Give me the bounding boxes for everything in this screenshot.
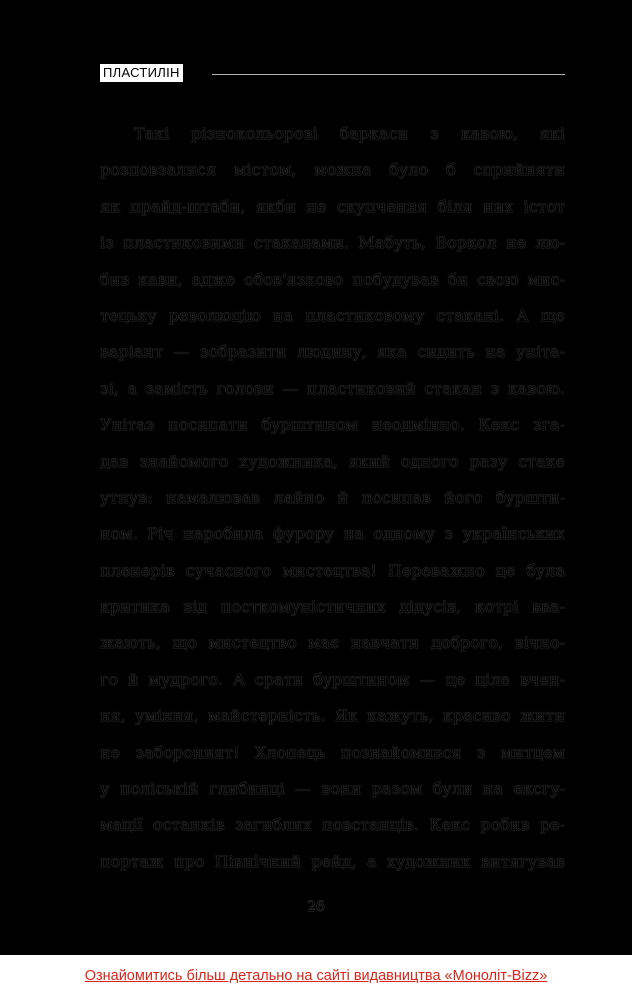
- text-line: ня, уміння, майстерність. Як кажуть, красиво жити: [100, 706, 565, 726]
- header-rule: [212, 74, 565, 75]
- text-line: пленерів сучасного мистецтва! Переважно це була: [100, 560, 565, 580]
- text-line: дав знайомого художника, який одного разу стаке: [100, 451, 565, 471]
- text-line: мації останків загиблих повстанців. Кекс робив ре-: [100, 815, 565, 835]
- text-line: Такі різнокольорові баркаси з кавою, які: [134, 124, 565, 143]
- text-line: не забороният! Хлопець познайомився з митцем: [100, 742, 565, 762]
- text-line: тецьку революцію на пластиковому стакані. А ще: [100, 305, 565, 325]
- text-line: бив кави, адже обов'язково побудував би свою мис-: [100, 269, 565, 289]
- body-text: [100, 116, 565, 880]
- text-line: го й мудрого. А срати бурштином — це ціле вчен-: [100, 669, 565, 689]
- text-line: розповзалися містом, можна було б сприйняти: [100, 160, 565, 180]
- text-line: ном. Річ наробила фурору на одному з українських: [100, 524, 565, 544]
- text-line: жають, що мистецтво має навчати доброго, вічно-: [100, 633, 565, 653]
- text-line: критика від посткомуністичних дідусів, котрі вва-: [100, 597, 565, 617]
- text-line: портаж про Північний рейд, а художник витягував: [100, 851, 565, 871]
- text-line: зі, а замість голови — пластиковий стакан з кавою.: [100, 378, 565, 398]
- text-line: Унітаз посипати бурштином неодмінно. Кекс зга-: [100, 415, 565, 435]
- text-line: варіант — зобразити людину, яка сидить на уніта-: [100, 342, 565, 362]
- text-line: утнув: намалював лайно й посипав його буршти-: [100, 487, 565, 507]
- running-title: ПЛАСТИЛІН: [100, 64, 183, 82]
- text-line: як прайд-штаби, якби не скупчення біля них істот: [100, 196, 565, 216]
- publisher-footer: [0, 955, 632, 1000]
- publisher-site-link[interactable]: Ознайомитись більш детально на сайті видавництва «Моноліт-Bizz»: [84, 968, 548, 984]
- page-number: 26: [307, 899, 325, 915]
- running-header: [100, 64, 565, 84]
- text-line: із пластиковими стаканами. Мабуть, Воркол не лю-: [100, 233, 565, 253]
- text-line: у поліській глибинці — вони разом були на ексгу-: [100, 779, 565, 799]
